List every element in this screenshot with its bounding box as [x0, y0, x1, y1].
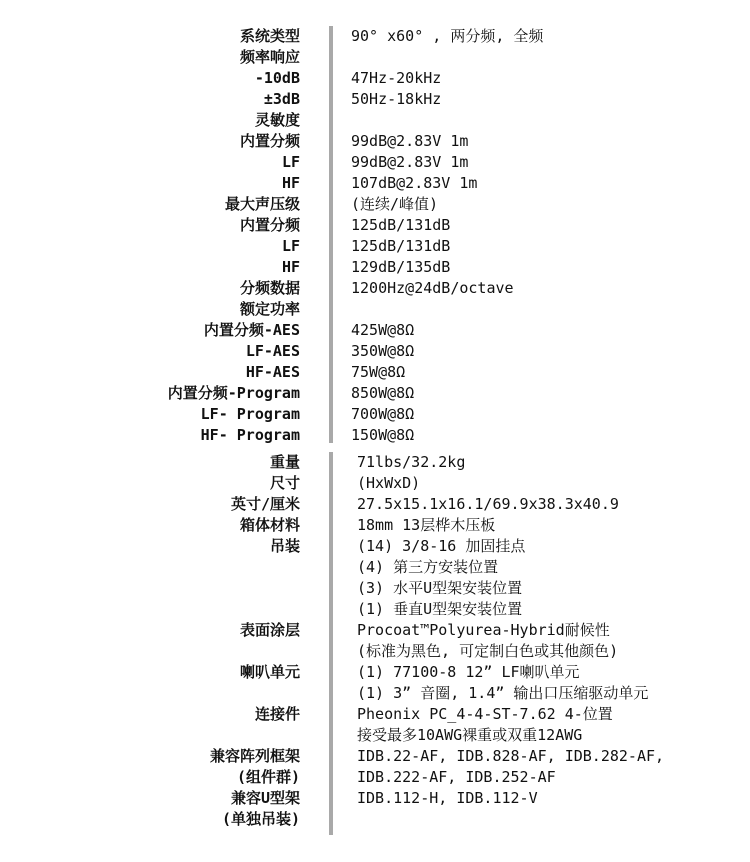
- spec-value: 125dB/131dB: [351, 237, 451, 255]
- spec-value: (1) 3” 音圈, 1.4” 输出口压缩驱动单元: [357, 684, 649, 702]
- spec-value: Pheonix PC_4-4-ST-7.62 4-位置: [357, 705, 613, 723]
- spec-label: LF-AES: [245, 342, 300, 360]
- spec-value: 850W@8Ω: [351, 384, 415, 402]
- spec-value: 50Hz-18kHz: [351, 90, 442, 108]
- spec-value: 18mm 13层桦木压板: [357, 516, 496, 534]
- spec-label: 内置分频: [239, 216, 300, 234]
- spec-label: HF: [281, 258, 300, 276]
- spec-label: 额定功率: [239, 300, 300, 318]
- spec-row: [0, 68, 750, 89]
- spec-row: [0, 299, 750, 320]
- spec-label: 英寸/厘米: [230, 495, 300, 513]
- spec-row: [0, 515, 750, 536]
- spec-label: LF: [281, 237, 300, 255]
- spec-label: ±3dB: [263, 90, 300, 108]
- spec-value: (1) 77100-8 12” LF喇叭单元: [357, 663, 580, 681]
- spec-value: 1200Hz@24dB/octave: [351, 279, 514, 297]
- spec-label: -10dB: [254, 69, 300, 87]
- spec-value: 125dB/131dB: [351, 216, 451, 234]
- spec-row: [0, 536, 750, 557]
- spec-row: [0, 494, 750, 515]
- spec-label: 重量: [269, 453, 300, 471]
- spec-row: [0, 215, 750, 236]
- spec-value: (14) 3/8-16 加固挂点: [357, 537, 526, 555]
- spec-row: [0, 47, 750, 68]
- spec-row: [0, 26, 750, 47]
- spec-row: [0, 767, 750, 788]
- spec-value: (3) 水平U型架安装位置: [357, 579, 523, 597]
- spec-label: 箱体材料: [239, 516, 300, 534]
- spec-label: 分频数据: [239, 279, 300, 297]
- spec-row: [0, 578, 750, 599]
- spec-label: 喇叭单元: [239, 663, 300, 681]
- spec-value: Procoat™Polyurea-Hybrid耐候性: [357, 621, 610, 639]
- spec-value: (4) 第三方安装位置: [357, 558, 499, 576]
- spec-row: [0, 809, 750, 830]
- spec-value: (标准为黑色, 可定制白色或其他颜色): [357, 642, 619, 660]
- spec-label: 尺寸: [269, 474, 300, 492]
- spec-value: 700W@8Ω: [351, 405, 415, 423]
- spec-value: 350W@8Ω: [351, 342, 415, 360]
- spec-row: [0, 788, 750, 809]
- spec-label: 系统类型: [239, 27, 300, 45]
- spec-row: [0, 278, 750, 299]
- spec-row: [0, 383, 750, 404]
- spec-value: 接受最多10AWG裸重或双重12AWG: [357, 726, 583, 744]
- spec-row: [0, 557, 750, 578]
- spec-label: 最大声压级: [224, 195, 300, 213]
- spec-row: [0, 194, 750, 215]
- spec-row: [0, 341, 750, 362]
- spec-row: [0, 599, 750, 620]
- spec-row: [0, 257, 750, 278]
- spec-label: HF-AES: [245, 363, 300, 381]
- spec-value: 425W@8Ω: [351, 321, 415, 339]
- spec-row: [0, 131, 750, 152]
- spec-value: (连续/峰值): [351, 195, 439, 213]
- spec-value: 150W@8Ω: [351, 426, 415, 444]
- spec-row: [0, 425, 750, 446]
- spec-label: LF: [281, 153, 300, 171]
- spec-label: 兼容阵列框架: [209, 747, 300, 765]
- spec-row: [0, 320, 750, 341]
- spec-label: 连接件: [254, 705, 300, 723]
- spec-label: 兼容U型架: [230, 789, 300, 807]
- spec-row: [0, 110, 750, 131]
- spec-label: HF- Program: [200, 426, 300, 444]
- spec-row: [0, 662, 750, 683]
- spec-label: 吊装: [269, 537, 300, 555]
- spec-row: [0, 173, 750, 194]
- spec-label: (单独吊装): [221, 810, 300, 828]
- spec-value: 129dB/135dB: [351, 258, 451, 276]
- spec-row: [0, 152, 750, 173]
- spec-row: [0, 746, 750, 767]
- spec-value: 27.5x15.1x16.1/69.9x38.3x40.9: [357, 495, 619, 513]
- spec-value: IDB.22-AF, IDB.828-AF, IDB.282-AF,: [357, 747, 665, 765]
- spec-value: 99dB@2.83V 1m: [351, 153, 469, 171]
- spec-value: 107dB@2.83V 1m: [351, 174, 478, 192]
- spec-row: [0, 236, 750, 257]
- spec-label: LF- Program: [200, 405, 300, 423]
- spec-value: 75W@8Ω: [351, 363, 406, 381]
- spec-row: [0, 452, 750, 473]
- spec-label: 频率响应: [239, 48, 300, 66]
- spec-row: [0, 704, 750, 725]
- spec-label: 灵敏度: [254, 111, 300, 129]
- spec-label: HF: [281, 174, 300, 192]
- spec-value: 71lbs/32.2kg: [357, 453, 466, 471]
- spec-value: 90° x60° , 两分频, 全频: [351, 27, 544, 45]
- spec-row: [0, 725, 750, 746]
- spec-value: 99dB@2.83V 1m: [351, 132, 469, 150]
- spec-value: IDB.112-H, IDB.112-V: [357, 789, 538, 807]
- spec-row: [0, 683, 750, 704]
- spec-row: [0, 473, 750, 494]
- spec-label: 表面涂层: [239, 621, 300, 639]
- spec-row: [0, 620, 750, 641]
- spec-value: IDB.222-AF, IDB.252-AF: [357, 768, 556, 786]
- spec-value: (HxWxD): [357, 474, 421, 492]
- spec-label: 内置分频-AES: [203, 321, 300, 339]
- spec-value: (1) 垂直U型架安装位置: [357, 600, 523, 618]
- spec-label: 内置分频: [239, 132, 300, 150]
- spec-row: [0, 362, 750, 383]
- spec-value: 47Hz-20kHz: [351, 69, 442, 87]
- spec-row: [0, 89, 750, 110]
- spec-row: [0, 641, 750, 662]
- spec-label: (组件群): [236, 768, 300, 786]
- spec-label: 内置分频-Program: [167, 384, 300, 402]
- spec-row: [0, 404, 750, 425]
